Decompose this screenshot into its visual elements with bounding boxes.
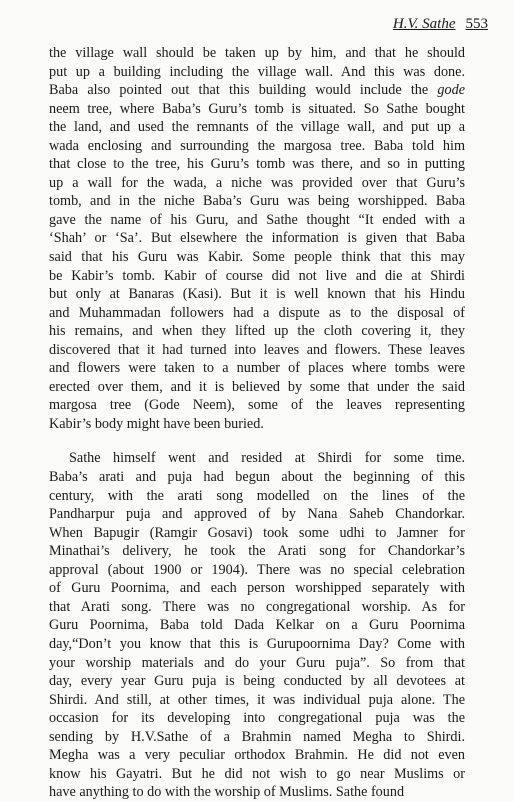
text-line: and flowers were taken to a number of places where tombs were: [49, 360, 465, 377]
text-line: century, with the arati song modelled on the lines of the: [49, 487, 465, 504]
text-line: When Bapugir (Ramgir Gosavi) took some udhi to Jamner for: [49, 524, 465, 541]
text-line: occasion for its developing into congregational puja was the: [49, 710, 465, 727]
text-line: Megha was a very peculiar orthodox Brahmin. He did not even: [49, 747, 465, 764]
text-line: neem tree, where Baba’s Guru’s tomb is situated. So Sathe bought: [49, 100, 465, 117]
text-line: Baba also pointed out that this building would include the gode: [49, 82, 465, 99]
text-line: his remains, and when they lifted up the cloth covering it, they: [49, 323, 465, 340]
text-line: day, every year Guru puja is being conducted by all devotees at: [49, 673, 465, 690]
text-line: gave the name of his Guru, and Sathe thought “It ended with a: [49, 211, 465, 228]
text-line: and Muhammadan followers had a dispute as to the disposal of: [49, 304, 465, 321]
text-line: the land, and used the remnants of the village wall, and put up a: [49, 119, 465, 136]
text-line: up a wall for the wada, a niche was provided over that Guru’s: [49, 174, 465, 191]
page-number: 553: [465, 16, 488, 32]
text-line: Kabir’s body might have been buried.: [49, 415, 264, 432]
text-line: put up a building including the village wall. And this was done.: [49, 63, 465, 80]
text-line: Pandharpur puja and approved of by Nana Saheb Chandorkar.: [49, 506, 465, 523]
body-text: [49, 44, 465, 802]
text-line: that close to the tree, his Guru’s tomb was there, and so in putting: [49, 156, 465, 173]
text-line: know his Gayatri. But he did not wish to go near Muslims or: [49, 765, 465, 782]
text-line: have anything to do with the worship of Muslims. Sathe found: [49, 784, 405, 801]
text-line: your worship materials and do your Guru puja”. So from that: [49, 654, 465, 671]
paragraph-gap: [49, 433, 465, 449]
text-line: tomb, and in the niche Baba’s Guru was being worshipped. Baba: [49, 193, 465, 210]
text-line: be Kabir’s tomb. Kabir of course did not live and die at Shirdi: [49, 267, 465, 284]
text-line: of Guru Poornima, and each person worshipped separately with: [49, 580, 465, 597]
text-line: approval (about 1900 or 1904). There was no special celebration: [49, 561, 465, 578]
paragraph: [49, 44, 465, 433]
paragraph: [49, 449, 465, 801]
text-line: but only at Banaras (Kasi). But it is well known that his Hindu: [49, 286, 465, 303]
text-line: said that his Guru was Kabir. Some people think that this may: [49, 249, 465, 266]
text-line: wada enclosing and surrounding the margosa tree. Baba told him: [49, 137, 465, 154]
text-line: Sathe himself went and resided at Shirdi for some time.: [69, 450, 465, 467]
text-line: the village wall should be taken up by him, and that he should: [49, 45, 465, 61]
text-line: erected over them, and it is believed by some that under the said: [49, 378, 465, 395]
text-line: ‘Shah’ or ‘Sa’. But elsewhere the information is given that Baba: [49, 230, 465, 247]
text-line: Baba’s arati and puja had begun about the beginning of this: [49, 469, 465, 486]
text-line: discovered that it had turned into leaves and flowers. These leaves: [49, 341, 465, 358]
text-line: sending by H.V.Sathe of a Brahmin named Megha to Shirdi.: [49, 728, 465, 745]
text-line: margosa tree (Gode Neem), some of the leaves representing: [49, 397, 465, 414]
emphasis: gode: [437, 82, 465, 99]
text-line: Guru Poornima, Baba told Dada Kelkar on a Guru Poornima: [49, 617, 465, 634]
running-header: [393, 16, 488, 33]
running-header-author: H.V. Sathe: [392, 16, 456, 32]
text-line: Minathai’s delivery, he took the Arati song for Chandorkar’s: [49, 543, 465, 560]
text-line: Shirdi. And still, at other times, it was individual puja alone. The: [49, 691, 465, 708]
text-line: day,“Don’t you know that this is Gurupoornima Day? Come with: [49, 635, 465, 652]
text-line: that Arati song. There was no congregational worship. As for: [49, 598, 465, 615]
